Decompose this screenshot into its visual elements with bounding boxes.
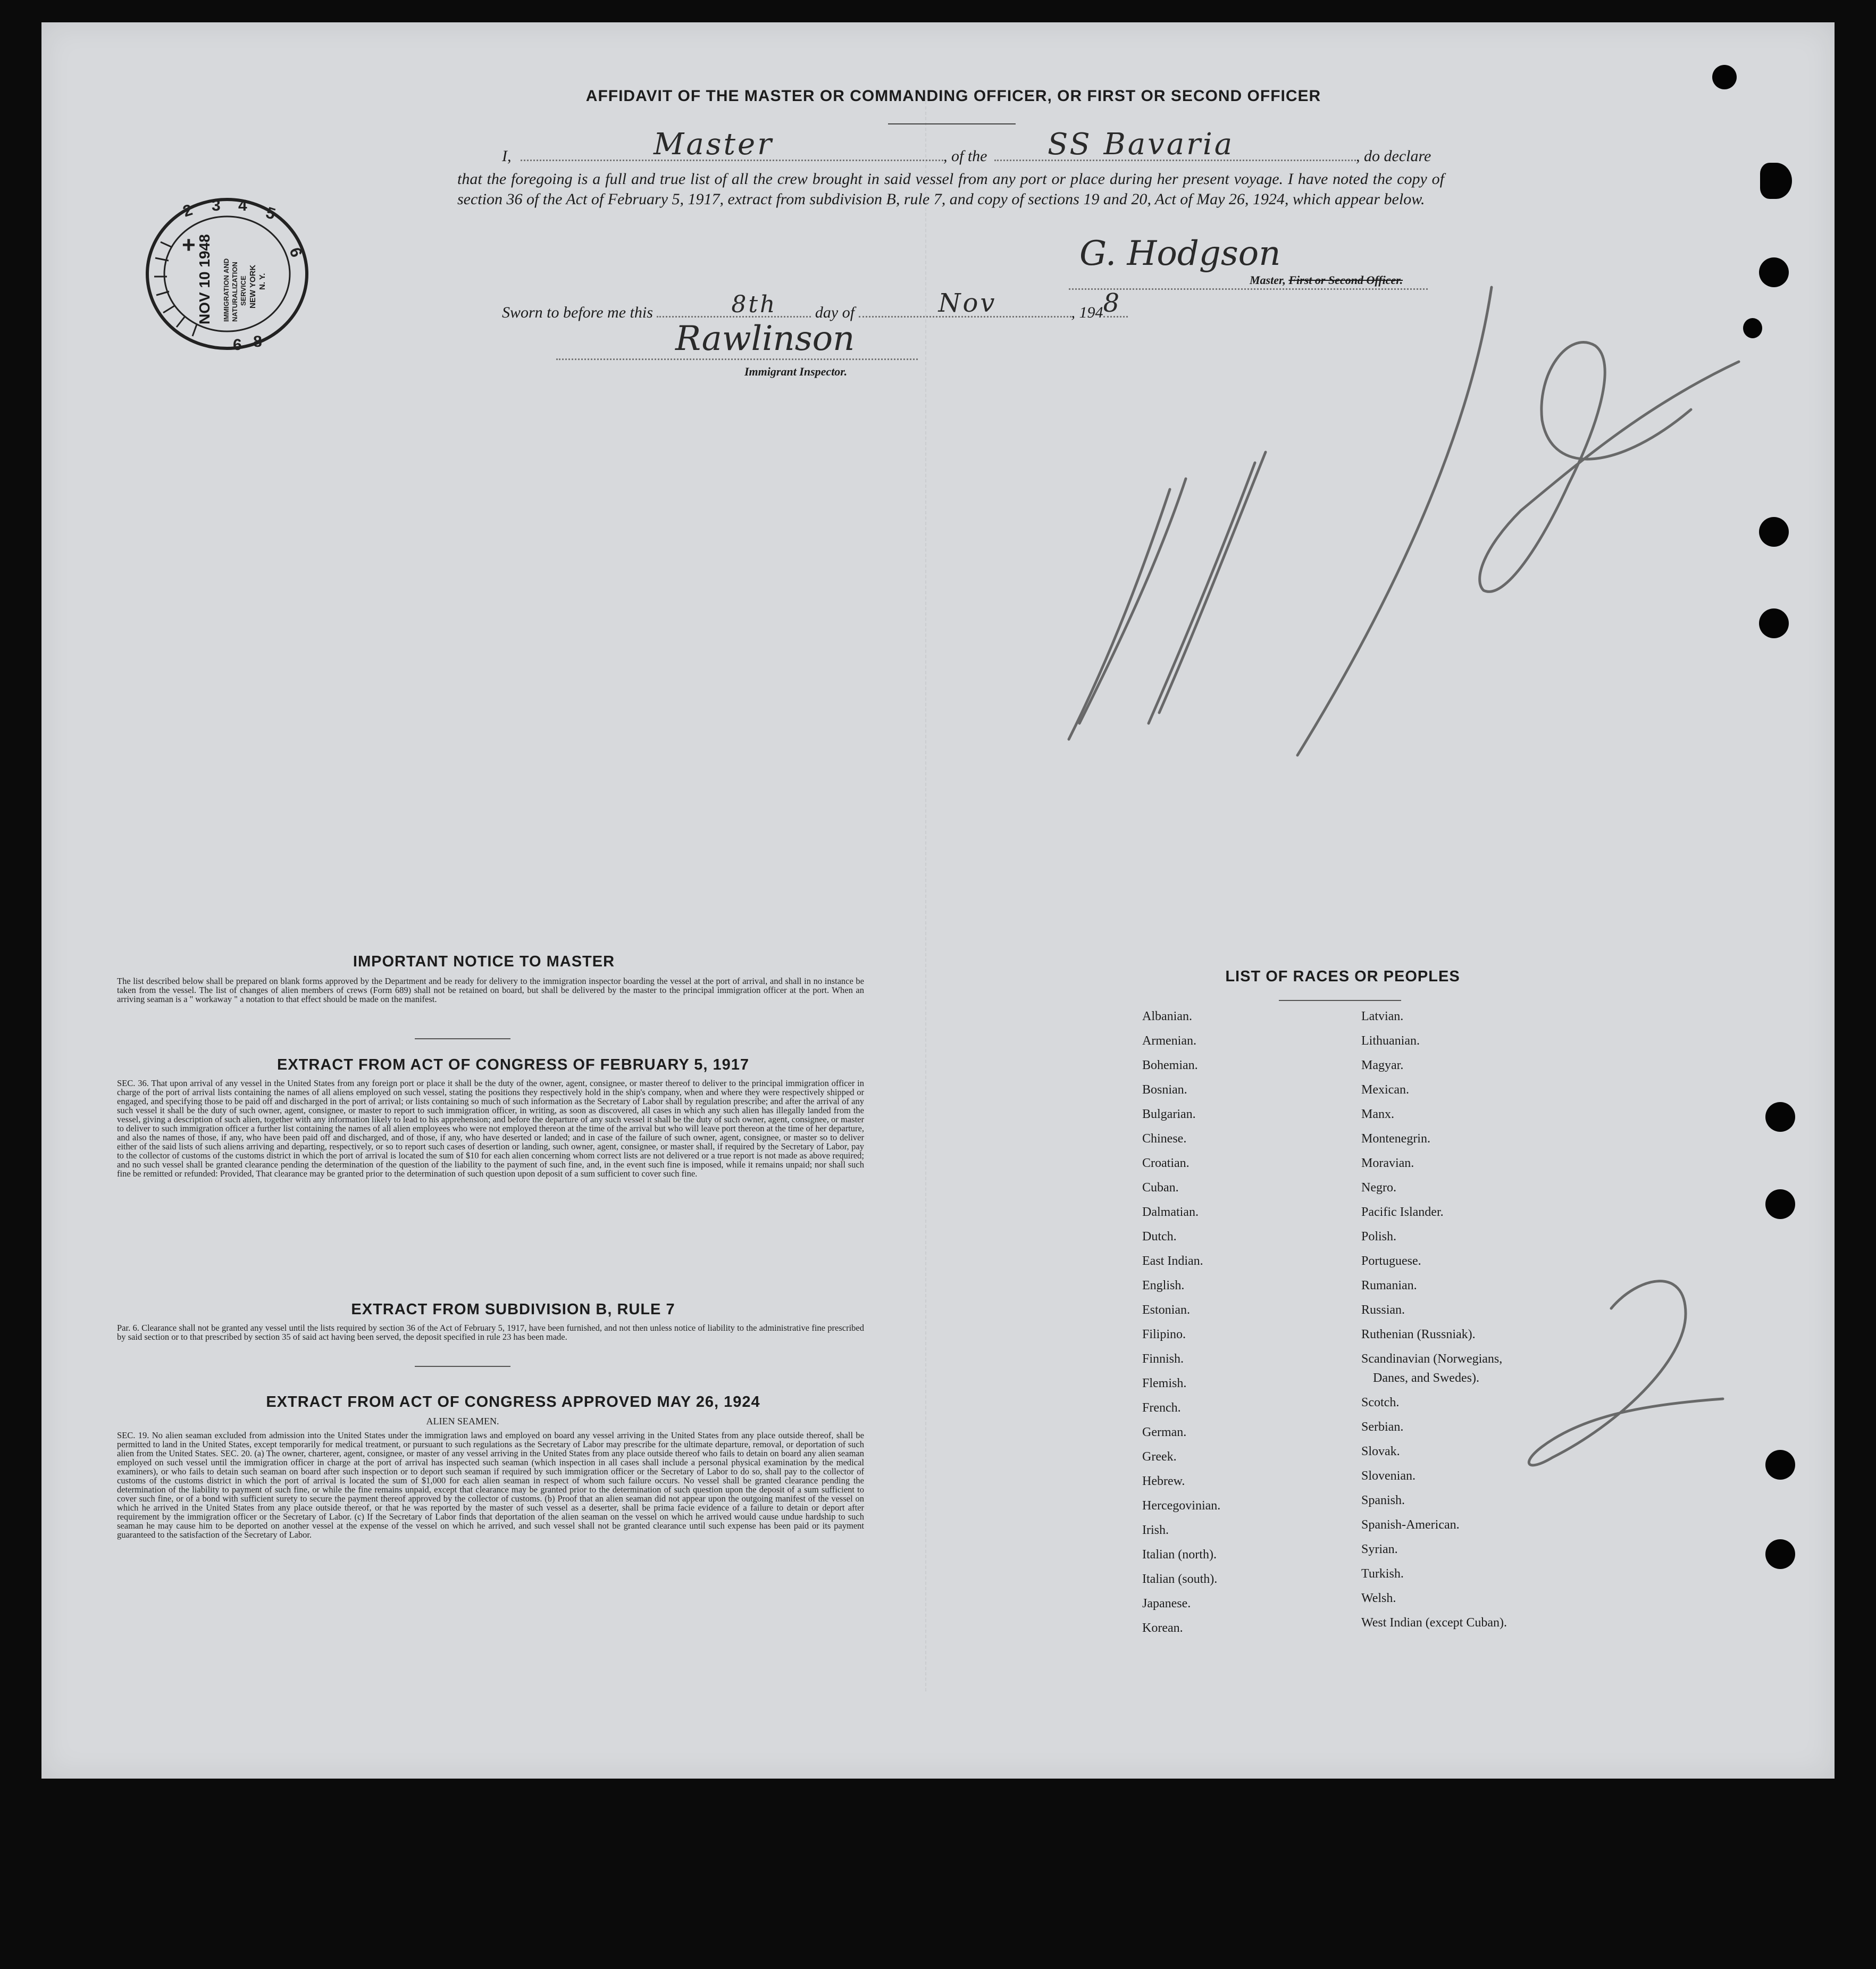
stamp-digit: 6 [233, 336, 242, 354]
race-item: Armenian. [1142, 1034, 1196, 1048]
inspector-signature: Rawlinson [675, 319, 855, 358]
race-item: Pacific Islander. [1361, 1205, 1444, 1219]
race-item: Moravian. [1361, 1156, 1414, 1170]
i-label: I, [502, 147, 512, 165]
race-item: Flemish. [1142, 1376, 1187, 1390]
affidavit-body: that the foregoing is a full and true list of all the crew brought in said vessel from any port or place during her present voyage. I have noted the copy of section 36 of the Act of February 5, 1917, extract from subdivision B, rule 7, and copy of sections 19 and 20, Act of May 26, 1924, which appear below. [457, 170, 1444, 208]
race-item: Finnish. [1142, 1352, 1184, 1366]
immigration-date-stamp [139, 191, 315, 356]
vessel-name-field [994, 127, 1356, 162]
fold-crease [925, 96, 927, 1691]
day-of-label: day of [815, 304, 855, 321]
races-title: LIST OF RACES OR PEOPLES [1225, 968, 1460, 985]
race-item: Manx. [1361, 1107, 1394, 1121]
master-name-field [521, 127, 943, 162]
race-item: Greek. [1142, 1450, 1177, 1464]
sworn-month-field [859, 288, 1071, 318]
race-item: Bohemian. [1142, 1058, 1198, 1072]
stamp-digit: 3 [212, 197, 221, 214]
stamp-agency: SERVICE [239, 276, 247, 306]
race-item: Slovenian. [1361, 1469, 1416, 1483]
race-item: Bosnian. [1142, 1083, 1187, 1097]
race-item: Rumanian. [1361, 1279, 1417, 1292]
stamp-digit: 2 [180, 201, 195, 221]
race-item: Magyar. [1361, 1058, 1404, 1072]
race-item: Bulgarian. [1142, 1107, 1196, 1121]
stamp-agency: NATURALIZATION [231, 262, 239, 322]
race-item: Portuguese. [1361, 1254, 1421, 1268]
master-signature: G. Hodgson [1079, 234, 1281, 273]
race-item: Spanish-American. [1361, 1518, 1460, 1532]
race-item: Hercegovinian. [1142, 1499, 1221, 1513]
race-item: German. [1142, 1425, 1187, 1439]
race-item: Scotch. [1361, 1396, 1400, 1409]
stamp-digit: 8 [253, 333, 262, 351]
sworn-line [502, 288, 1246, 322]
punch-hole [1759, 257, 1789, 287]
extract-1924-body: SEC. 19. No alien seaman excluded from admission into the United States under the immigration laws and employed on board any vessel arriving in the United States from any place outside thereof, shall be permitted to land in the United States, except temporarily for medical treatment, or pursuant to such regulations as the Secretary of Labor may prescribe for the ultimate departure, removal, or deportation of such alien from the United States. SEC. 20. (a) The owner, charterer, agent, consignee, or master of any vessel arriving in the United States from any place outside thereof who fails to detain on board any alien seaman employed on such vessel until the immigration officer in charge at the port of arrival has inspected such seaman (which inspection in all cases shall include a personal physical examination by the medical examiners), or who fails to detain such seaman on board after such inspection or to deport such seaman if required by such immigration officer or the Secretary of Labor to do so, shall pay to the collector of customs of the customs district in which the port of arrival is located the sum of $1,000 for each alien seaman in respect of whom such failure occurs. No vessel shall be granted clearance pending the determination of the liability to payment of such fine, or while the fine remains unpaid, except that clearance may be granted prior to the determination of such question upon the deposit of a sum sufficient to cover such fine, or of a bond with sufficient surety to secure the payment thereof approved by the collector of customs. (b) Proof that an alien seaman did not appear upon the outgoing manifest of the vessel on which he arrived in the United States from any place outside thereof, or that he was reported by the master of such vessel as a deserter, shall be prima facie evidence of a failure to detain or deport after requirement by the immigration officer or the Secretary of Labor. (c) If the Secretary of Labor finds that deportation of the alien seaman on the vessel on which he arrived would cause undue hardship to such seaman he may cause him to be deported on another vessel at the expense of the vessel on which he arrived, and such vessel shall not be granted clearance until such expense has been paid or its payment guaranteed to the satisfaction of the Secretary of Labor. [117, 1430, 864, 1540]
extract-1924-subtitle: ALIEN SEAMEN. [426, 1416, 499, 1426]
section-divider [415, 1038, 510, 1039]
race-item: Dalmatian. [1142, 1205, 1199, 1219]
punch-hole [1760, 163, 1792, 199]
stamp-city: NEW YORK [248, 264, 257, 308]
race-item: Hebrew. [1142, 1474, 1185, 1488]
extract-rule7-title: EXTRACT FROM SUBDIVISION B, RULE 7 [351, 1301, 675, 1318]
signature-caption [1250, 273, 1403, 287]
punch-hole [1765, 1450, 1795, 1480]
race-item: Negro. [1361, 1181, 1396, 1195]
stamp-tick-mark: + [182, 232, 196, 258]
punch-hole [1759, 608, 1789, 638]
stamp-digit: 6 [286, 245, 306, 260]
race-item: French. [1142, 1401, 1181, 1415]
race-item: Syrian. [1361, 1542, 1398, 1556]
title-divider [888, 123, 1016, 124]
race-item: Scandinavian (Norwegians, [1361, 1352, 1503, 1366]
vessel-name-handwriting: SS Bavaria [1048, 127, 1235, 162]
race-item: Croatian. [1142, 1156, 1190, 1170]
stamp-digit: 5 [263, 204, 278, 223]
signature-caption-struck: First or Second Officer. [1288, 273, 1403, 287]
race-item: Turkish. [1361, 1567, 1404, 1581]
punch-hole [1743, 318, 1762, 338]
extract-rule7-body: Par. 6. Clearance shall not be granted any vessel until the lists required by section 36 of the Act of February 5, 1917, have been furnished, and not then unless notice of liability to the administrative fine prescribed by said section or to that prescribed by section 35 of said act having been served, the deposit specified in rule 23 has been made. [117, 1323, 864, 1342]
race-item: East Indian. [1142, 1254, 1203, 1268]
race-item: Slovak. [1361, 1445, 1400, 1458]
year-handwriting: 8 [1103, 288, 1122, 318]
affidavit-title: AFFIDAVIT OF THE MASTER OR COMMANDING OFFICER, OR FIRST OR SECOND OFFICER [585, 87, 1321, 105]
race-item: Latvian. [1361, 1009, 1404, 1023]
race-item: Serbian. [1361, 1420, 1404, 1434]
stamp-date: NOV 10 1948 [196, 234, 213, 324]
race-item: Welsh. [1361, 1591, 1396, 1605]
race-item: Polish. [1361, 1230, 1397, 1244]
extract-1924-title: EXTRACT FROM ACT OF CONGRESS APPROVED MAY 26, 1924 [266, 1394, 760, 1411]
race-item: Ruthenian (Russniak). [1361, 1328, 1476, 1341]
race-item: Estonian. [1142, 1303, 1190, 1317]
inspector-caption: Immigrant Inspector. [744, 365, 848, 378]
notice-body: The list described below shall be prepared on blank forms approved by the Department and be ready for delivery to the immigration inspector boarding the vessel at the port of arrival, and shall in no instance be taken from the vessel. The list of changes of alien members of crews (Form 689) shall not be retained on board, but shall be delivered by the master to the principal immigration officer at the port. When an arriving seaman is a " workaway " a notation to that effect should be made on the manifest. [117, 976, 864, 1004]
race-item: Italian (north). [1142, 1548, 1217, 1562]
sworn-day-handwriting: 8th [731, 291, 777, 318]
year-field [1103, 288, 1128, 318]
section-divider [415, 1366, 510, 1367]
race-item: Filipino. [1142, 1328, 1186, 1341]
race-item: Mexican. [1361, 1083, 1409, 1097]
affidavit-declaration-line [502, 127, 1443, 165]
race-item: West Indian (except Cuban). [1361, 1616, 1507, 1630]
sworn-label: Sworn to before me this [502, 304, 653, 321]
race-item: Danes, and Swedes). [1373, 1371, 1479, 1385]
extract-1917-body: SEC. 36. That upon arrival of any vessel in the United States from any foreign port or place it shall be the duty of the owner, agent, consignee, or master thereof to deliver to the principal immigration officer in charge of the port of arrival lists containing the names of all aliens employed on such vessel, stating the positions they respectively hold in the ship's company, when and where they were respectively shipped or engaged, and specifying those to be paid off and discharged in the port of arrival; or lists containing so much of such information as the Secretary of Labor shall by regulation prescribe; and after the arrival of any such vessel it shall be the duty of such owner, agent, consignee, or master to report to such immigration officer, in writing, as soon as discovered, all cases in which any such alien has illegally landed from the vessel, giving a description of such alien, together with any information likely to lead to his apprehension; and before the departure of any such vessel it shall be the duty of such owner, agent, consignee, or master to deliver to such immigration officer a further list containing the names of all alien employees who were not employed thereon at the time of the arrival but who will leave port thereon at the time of her departure, and also the names of those, if any, who have been paid off and discharged, and of those, if any, who have deserted or landed; and in case of the failure of such owner, agent, consignee, or master so to deliver either of the said lists of such aliens arriving and departing, respectively, or so to report such cases of desertion or landing, such owner, agent, consignee, or master shall, if required by the Secretary of Labor, pay to the collector of customs of the customs district in which the port of arrival is located the sum of $10 for each alien concerning whom correct lists are not delivered or a true report is not made as above required; and no such vessel shall be granted clearance pending the determination of the question of the liability to the payment of such fine, and, in the event such fine is imposed, while it remains unpaid; nor shall such fine be remitted or refunded: Provided, That clearance may be granted prior to the determination of such question upon deposit of a sum sufficient to cover such fine. [117, 1078, 864, 1179]
race-item: Albanian. [1142, 1009, 1192, 1023]
race-item: Chinese. [1142, 1132, 1187, 1146]
race-item: Italian (south). [1142, 1572, 1218, 1586]
sworn-month-handwriting: Nov [938, 288, 997, 318]
races-divider [1279, 1000, 1401, 1001]
race-item: Dutch. [1142, 1230, 1177, 1244]
race-item: Korean. [1142, 1621, 1183, 1635]
year-prefix: , 194 [1071, 304, 1103, 321]
of-the-label: , of the [943, 147, 987, 165]
punch-hole [1765, 1539, 1795, 1569]
race-item: Irish. [1142, 1523, 1169, 1537]
race-item: English. [1142, 1279, 1185, 1292]
notice-title: IMPORTANT NOTICE TO MASTER [353, 953, 615, 970]
extract-1917-title: EXTRACT FROM ACT OF CONGRESS OF FEBRUARY 5, 1917 [277, 1056, 750, 1073]
race-item: Japanese. [1142, 1597, 1191, 1611]
punch-hole [1765, 1102, 1795, 1132]
race-item: Cuban. [1142, 1181, 1179, 1195]
race-item: Montenegrin. [1361, 1132, 1430, 1146]
stamp-state: N. Y. [258, 273, 267, 290]
race-item: Lithuanian. [1361, 1034, 1420, 1048]
stamp-digit: 4 [238, 197, 247, 214]
stamp-agency: IMMIGRATION AND [222, 258, 230, 322]
declare-label: , do declare [1356, 147, 1431, 165]
punch-hole [1759, 517, 1789, 547]
punch-hole [1765, 1189, 1795, 1219]
signature-caption-master: Master, [1250, 273, 1289, 287]
race-item: Russian. [1361, 1303, 1405, 1317]
sworn-day-field [657, 291, 811, 318]
punch-hole [1712, 65, 1737, 89]
master-name-handwriting: Master [654, 127, 774, 162]
race-item: Spanish. [1361, 1494, 1405, 1507]
